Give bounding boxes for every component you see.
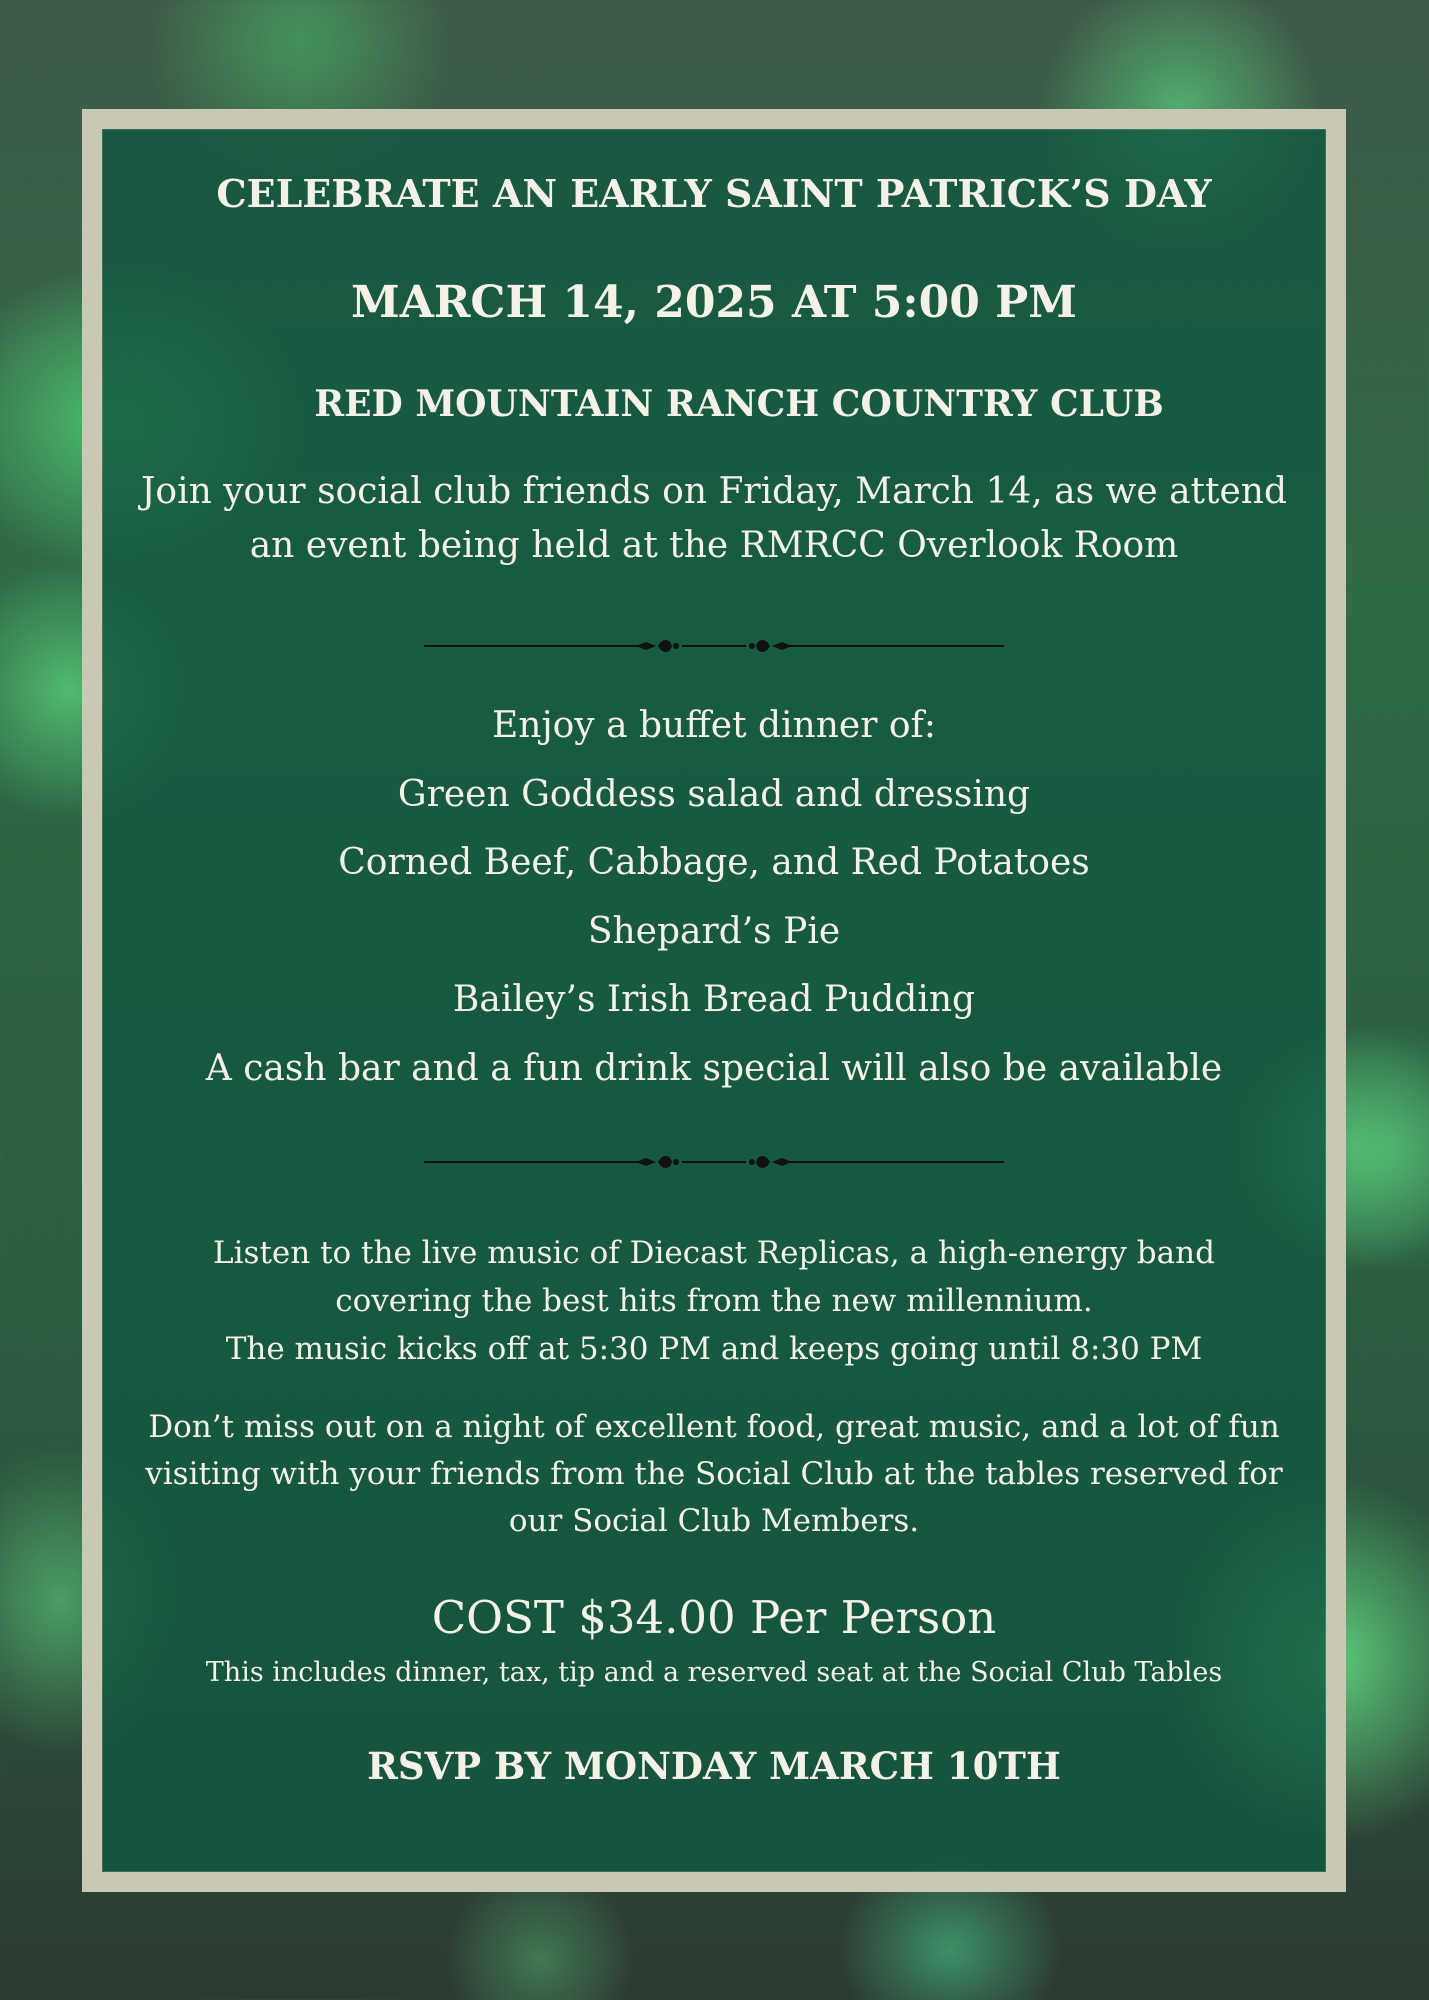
ornamental-divider-icon bbox=[102, 631, 1326, 661]
intro-text bbox=[102, 465, 1326, 573]
cost-price: COST $34.00 Per Person bbox=[431, 1591, 997, 1644]
event-date: MARCH 14, 2025 AT 5:00 PM bbox=[351, 277, 1077, 328]
intro-line: Join your social club friends on Friday, March 14, as we attend bbox=[140, 471, 1288, 512]
event-title: CELEBRATE AN EARLY SAINT PATRICK’S DAY bbox=[216, 171, 1212, 216]
music-text bbox=[102, 1229, 1326, 1373]
clover-blob bbox=[430, 1880, 650, 2000]
menu-item: Green Goddess salad and dressing bbox=[397, 773, 1031, 815]
menu-item: Corned Beef, Cabbage, and Red Potatoes bbox=[338, 842, 1090, 883]
music-line: Listen to the live music of Diecast Replicas, a high-energy band bbox=[213, 1235, 1215, 1271]
closing-line: our Social Club Members. bbox=[508, 1503, 920, 1539]
menu-item: Bailey’s Irish Bread Pudding bbox=[452, 979, 976, 1020]
invitation-content bbox=[102, 129, 1326, 1872]
menu-heading: Enjoy a buffet dinner of: bbox=[491, 705, 937, 746]
rsvp-deadline: RSVP BY MONDAY MARCH 10TH bbox=[367, 1744, 1061, 1788]
closing-text bbox=[102, 1404, 1326, 1545]
intro-line: an event being held at the RMRCC Overlook Room bbox=[249, 525, 1179, 566]
cost-note: This includes dinner, tax, tip and a reserved seat at the Social Club Tables bbox=[205, 1657, 1223, 1688]
invitation-frame bbox=[82, 109, 1346, 1892]
music-line: The music kicks off at 5:30 PM and keeps going until 8:30 PM bbox=[225, 1331, 1203, 1367]
closing-line: visiting with your friends from the Social Club at the tables reserved for bbox=[145, 1456, 1283, 1492]
menu-list bbox=[102, 692, 1326, 1103]
music-line: covering the best hits from the new millennium. bbox=[335, 1283, 1093, 1319]
event-venue: RED MOUNTAIN RANCH COUNTRY CLUB bbox=[314, 383, 1164, 425]
menu-item: Shepard’s Pie bbox=[587, 910, 841, 952]
closing-line: Don’t miss out on a night of excellent food, great music, and a lot of fun bbox=[148, 1409, 1280, 1445]
ornamental-divider-icon bbox=[102, 1147, 1326, 1177]
bar-note: A cash bar and a fun drink special will also be available bbox=[205, 1047, 1223, 1089]
